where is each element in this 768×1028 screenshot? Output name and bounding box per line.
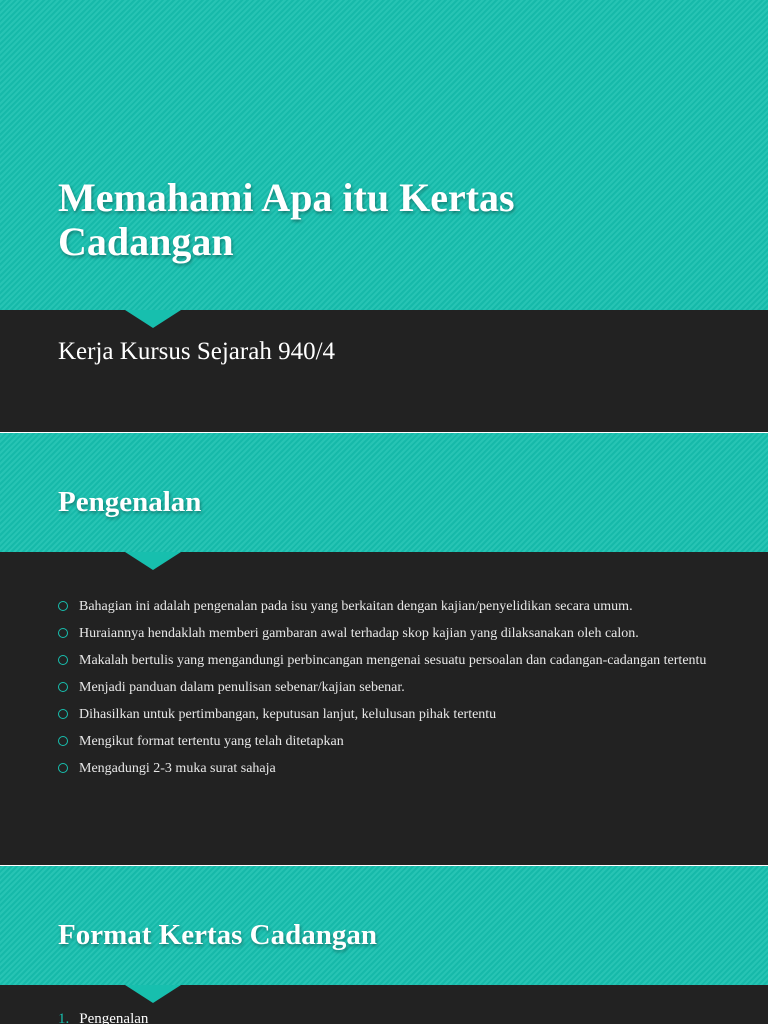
ring-bullet-icon (58, 655, 68, 665)
bullet-text: Bahagian ini adalah pengenalan pada isu yang berkaitan dengan kajian/penyelidikan secara umum. (79, 599, 633, 614)
slide1-title: Memahami Apa itu Kertas Cadangan (58, 175, 515, 264)
ring-bullet-icon (58, 736, 68, 746)
slide1-notch (125, 310, 181, 328)
slide2-title: Pengenalan (58, 486, 202, 518)
slide3-numbered-item (58, 1011, 148, 1028)
bullet-text: Makalah bertulis yang mengandungi perbincangan mengenai sesuatu persoalan dan cadangan-cadangan tertentu (79, 653, 707, 668)
slide1-subtitle-band (0, 310, 768, 432)
bullet-text: Mengikut format tertentu yang telah ditetapkan (79, 734, 344, 749)
ring-bullet-icon (58, 709, 68, 719)
ring-bullet-icon (58, 763, 68, 773)
bullet-item (58, 679, 738, 697)
bullet-item (58, 760, 738, 778)
bullet-item (58, 625, 738, 643)
bullet-text: Mengadungi 2-3 muka surat sahaja (79, 761, 276, 776)
bullet-item (58, 652, 738, 670)
bullet-text: Huraiannya hendaklah memberi gambaran awal terhadap skop kajian yang dilaksanakan oleh calon. (79, 626, 639, 641)
bullet-item (58, 706, 738, 724)
ring-bullet-icon (58, 601, 68, 611)
item-number: 1. (58, 1011, 70, 1027)
slide1-subtitle: Kerja Kursus Sejarah 940/4 (58, 338, 336, 365)
bullet-text: Dihasilkan untuk pertimbangan, keputusan lanjut, kelulusan pihak tertentu (79, 707, 497, 722)
slide2-bullet-list (58, 598, 738, 787)
slide3-notch (125, 985, 181, 1003)
bullet-item (58, 733, 738, 751)
ring-bullet-icon (58, 682, 68, 692)
bullet-item (58, 598, 738, 616)
ring-bullet-icon (58, 628, 68, 638)
slide2-notch (125, 552, 181, 570)
item-label: Pengenalan (79, 1011, 149, 1027)
slide3-title: Format Kertas Cadangan (58, 919, 377, 951)
bullet-text: Menjadi panduan dalam penulisan sebenar/kajian sebenar. (79, 680, 405, 695)
